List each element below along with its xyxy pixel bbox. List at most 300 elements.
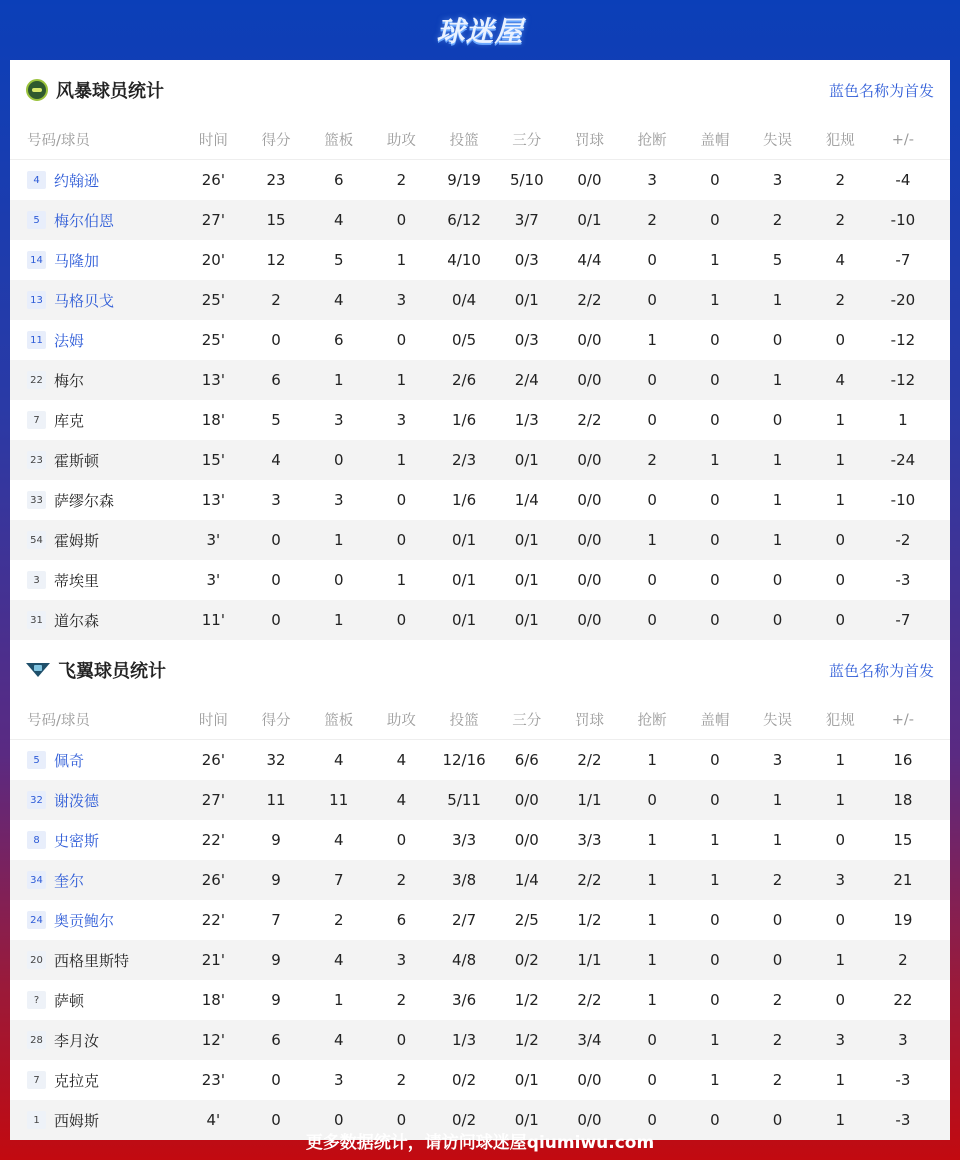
stat-cell: 0 [835, 911, 845, 929]
brand-logo: 球迷屋 [436, 15, 524, 48]
player-cell [10, 410, 182, 431]
stat-cell: 1 [772, 291, 783, 309]
player-row[interactable] [10, 360, 950, 400]
stat-cell: 0/3 [514, 331, 539, 349]
stat-cell: -24 [890, 451, 916, 469]
stat-cell: 0 [710, 331, 720, 349]
player-name[interactable]: 霍斯顿 [54, 451, 100, 470]
stat-cell: 0 [835, 611, 845, 629]
player-name[interactable]: 库克 [54, 411, 85, 430]
stat-cell: 0/0 [577, 331, 602, 349]
stat-cell: 2/3 [452, 451, 477, 469]
stat-cell: 11 [329, 791, 349, 809]
stat-cell: 13' [201, 491, 225, 509]
stat-cell: 3 [271, 491, 281, 509]
player-row[interactable] [10, 1020, 950, 1060]
stat-cell: 25' [201, 291, 225, 309]
stat-cell: 0 [647, 611, 657, 629]
team-sections [10, 60, 950, 1140]
jersey-number-badge: 1 [27, 1111, 46, 1129]
player-cell [10, 490, 182, 511]
stat-cell: 0 [835, 991, 845, 1009]
stat-cell: 2 [835, 171, 845, 189]
stat-cell: 1 [835, 1111, 845, 1129]
stat-cell: 2 [396, 171, 407, 189]
stat-cell: 1 [835, 791, 845, 809]
stat-cell: 0 [772, 1111, 783, 1129]
jersey-number-badge: 14 [27, 251, 46, 269]
stat-cell: -2 [895, 531, 911, 549]
stat-cell: 3' [206, 571, 221, 589]
stat-cell: -12 [890, 331, 916, 349]
stat-cell: 20' [201, 251, 225, 269]
stat-cell: 4 [333, 951, 344, 969]
stat-cell: 2 [772, 991, 783, 1009]
column-header: 失误 [763, 713, 793, 729]
stat-cell: -3 [895, 1071, 911, 1089]
stat-cell: 0 [271, 1111, 281, 1129]
player-name[interactable]: 马隆加 [54, 251, 100, 270]
stat-cell: 1 [333, 371, 344, 389]
stat-cell: 7 [271, 911, 281, 929]
stat-cell: 13' [201, 371, 225, 389]
team-title [26, 657, 166, 683]
stat-cell: 2 [647, 211, 657, 229]
stat-cell: 0/0 [577, 531, 602, 549]
jersey-number-badge: 5 [27, 751, 46, 769]
stat-cell: 1 [772, 491, 783, 509]
player-name[interactable]: 道尔森 [54, 611, 100, 630]
stat-cell: 0 [647, 411, 657, 429]
stat-cell: -4 [895, 171, 911, 189]
player-name[interactable]: 克拉克 [54, 1071, 100, 1090]
stat-cell: 0 [710, 911, 720, 929]
stat-cell: 0/1 [514, 1111, 539, 1129]
stat-cell: 27' [201, 211, 225, 229]
stat-cell: 6 [271, 371, 281, 389]
stat-cell: 2 [898, 951, 908, 969]
stat-cell: 18' [201, 991, 225, 1009]
player-cell [10, 950, 182, 971]
stat-cell: 12 [266, 251, 286, 269]
stat-cell: 4 [396, 751, 407, 769]
player-name[interactable]: 萨顿 [54, 991, 85, 1010]
stat-cell: 1 [647, 331, 657, 349]
player-cell [10, 750, 182, 771]
stat-cell: 0 [396, 211, 407, 229]
stat-cell: 3 [772, 751, 783, 769]
player-cell [10, 290, 182, 311]
stat-cell: 2 [396, 1071, 407, 1089]
stat-cell: 0 [647, 1111, 657, 1129]
stat-cell: 0 [333, 571, 344, 589]
stat-cell: 4 [333, 751, 344, 769]
player-row[interactable] [10, 240, 950, 280]
stat-cell: 0 [710, 571, 720, 589]
column-header: 犯规 [825, 713, 855, 729]
stat-cell: 1 [772, 791, 783, 809]
stat-cell: 0 [835, 331, 845, 349]
stat-cell: 4/8 [452, 951, 477, 969]
stat-cell: 9 [271, 831, 281, 849]
stat-cell: 12' [201, 1031, 225, 1049]
stat-cell: 21' [201, 951, 225, 969]
stat-cell: 2/2 [577, 411, 602, 429]
stat-cell: 4 [333, 831, 344, 849]
jersey-number-badge: 7 [27, 1071, 46, 1089]
player-name[interactable]: 萨缪尔森 [54, 491, 115, 510]
stat-cell: 1 [647, 871, 657, 889]
stat-cell: 0/1 [514, 1071, 539, 1089]
stat-cell: 0 [396, 331, 407, 349]
player-name[interactable]: 约翰逊 [54, 171, 100, 190]
stat-cell: 11 [266, 791, 286, 809]
footer-banner [0, 1120, 960, 1160]
stat-cell: 18' [201, 411, 225, 429]
player-name[interactable]: 梅尔 [54, 371, 85, 390]
column-header: 号码/球员 [27, 713, 90, 729]
stat-cell: 2/2 [577, 291, 602, 309]
stat-cell: 3 [396, 291, 407, 309]
stat-cell: 3 [333, 1071, 344, 1089]
player-row[interactable] [10, 860, 950, 900]
stat-cell: 6 [271, 1031, 281, 1049]
stat-cell: 15' [201, 451, 225, 469]
column-header: 篮板 [324, 133, 354, 149]
stat-cell: 0 [772, 411, 783, 429]
stat-cell: 0 [271, 331, 281, 349]
stat-cell: 0 [396, 1111, 407, 1129]
stat-cell: 5 [333, 251, 344, 269]
column-header: 抢断 [637, 133, 667, 149]
jersey-number-badge: 7 [27, 411, 46, 429]
stat-cell: 0/1 [514, 571, 539, 589]
player-name[interactable]: 马格贝戈 [54, 291, 115, 310]
player-cell [10, 210, 182, 231]
stat-cell: 0/0 [577, 571, 602, 589]
stat-cell: 4 [271, 451, 281, 469]
stat-cell: 0/0 [514, 831, 539, 849]
stat-cell: 0/0 [577, 371, 602, 389]
stat-cell: 0 [396, 611, 407, 629]
stat-cell: 1 [835, 951, 845, 969]
stat-cell: 0 [647, 1071, 657, 1089]
column-header: 抢断 [637, 713, 667, 729]
player-row[interactable] [10, 600, 950, 640]
stat-cell: 0 [772, 951, 783, 969]
stat-cell: 1 [772, 371, 783, 389]
player-row[interactable] [10, 160, 950, 200]
player-row[interactable] [10, 560, 950, 600]
stat-cell: -7 [895, 251, 911, 269]
stat-cell: 6/6 [514, 751, 539, 769]
stat-cell: 4 [396, 791, 407, 809]
player-name[interactable]: 奎尔 [54, 871, 85, 890]
team-stats-title: 飞翼球员统计 [58, 661, 166, 682]
stats-panel [10, 60, 950, 1130]
stat-cell: 26' [201, 871, 225, 889]
stat-cell: 0/1 [577, 211, 602, 229]
stat-cell: 0 [710, 211, 720, 229]
column-header: +/- [891, 131, 915, 148]
player-row[interactable] [10, 520, 950, 560]
player-row[interactable] [10, 320, 950, 360]
stat-cell: 5/11 [447, 791, 481, 809]
stat-cell: 0 [396, 831, 407, 849]
stat-cell: 0 [772, 331, 783, 349]
stat-cell: 22' [201, 911, 225, 929]
stat-cell: 0 [772, 911, 783, 929]
player-cell [10, 250, 182, 271]
stat-cell: 9 [271, 871, 281, 889]
stat-cell: 0/3 [514, 251, 539, 269]
stat-cell: 0 [647, 291, 657, 309]
stat-cell: 0/2 [452, 1111, 477, 1129]
stat-cell: 1/3 [452, 1031, 477, 1049]
stat-cell: 0 [647, 571, 657, 589]
player-row[interactable] [10, 820, 950, 860]
stat-cell: 0/1 [452, 531, 477, 549]
stat-cell: 1 [710, 451, 720, 469]
stat-cell: -10 [890, 491, 916, 509]
player-row[interactable] [10, 280, 950, 320]
stat-cell: 4 [333, 211, 344, 229]
column-header: 时间 [198, 713, 228, 729]
stat-cell: 0 [396, 1031, 407, 1049]
stat-cell: 0 [710, 371, 720, 389]
stat-cell: 1 [835, 1071, 845, 1089]
player-cell [10, 790, 182, 811]
column-header-row [10, 120, 950, 160]
stat-cell: 3/3 [577, 831, 602, 849]
section-header [10, 640, 950, 700]
column-header: 罚球 [574, 133, 604, 149]
player-row[interactable] [10, 440, 950, 480]
jersey-number-badge: 23 [27, 451, 46, 469]
stat-cell: 32 [266, 751, 286, 769]
stat-cell: 2 [772, 1031, 783, 1049]
stat-cell: 3 [898, 1031, 908, 1049]
stat-cell: 1 [647, 991, 657, 1009]
player-row[interactable] [10, 480, 950, 520]
stat-cell: 11' [201, 611, 225, 629]
stat-cell: 4 [835, 251, 845, 269]
stat-cell: 16 [893, 751, 913, 769]
player-cell [10, 530, 182, 551]
stat-cell: 27' [201, 791, 225, 809]
stat-cell: 0 [710, 1111, 720, 1129]
column-header: 得分 [261, 133, 291, 149]
player-name[interactable]: 西格里斯特 [54, 951, 130, 970]
stat-cell: 0 [647, 491, 657, 509]
stat-cell: 0 [710, 171, 720, 189]
stat-cell: 0/0 [577, 611, 602, 629]
stat-cell: -10 [890, 211, 916, 229]
stat-cell: 0 [647, 791, 657, 809]
jersey-number-badge: 24 [27, 911, 46, 929]
stat-cell: 15 [893, 831, 913, 849]
stat-cell: 1 [710, 1071, 720, 1089]
jersey-number-badge: 5 [27, 211, 46, 229]
stat-cell: 0/2 [514, 951, 539, 969]
stat-cell: 3/8 [452, 871, 477, 889]
player-row[interactable] [10, 400, 950, 440]
stat-cell: 2 [396, 871, 407, 889]
stat-cell: -12 [890, 371, 916, 389]
stat-cell: 0 [647, 371, 657, 389]
player-row[interactable] [10, 980, 950, 1020]
stat-cell: 1 [835, 491, 845, 509]
stat-cell: 2/4 [514, 371, 539, 389]
stat-cell: 2 [772, 1071, 783, 1089]
stat-cell: 2/2 [577, 751, 602, 769]
player-name[interactable]: 佩奇 [54, 751, 85, 770]
stat-cell: 23' [201, 1071, 225, 1089]
column-header: 投篮 [449, 133, 479, 149]
stat-cell: 0 [271, 571, 281, 589]
stat-cell: 3 [772, 171, 783, 189]
player-cell [10, 570, 182, 591]
stat-cell: 1 [710, 831, 720, 849]
player-row[interactable] [10, 200, 950, 240]
stat-cell: 0/0 [577, 451, 602, 469]
stat-cell: 6/12 [447, 211, 481, 229]
jersey-number-badge: 20 [27, 951, 46, 969]
player-name[interactable]: 梅尔伯恩 [54, 211, 115, 230]
stat-cell: 1 [710, 291, 720, 309]
stat-cell: 6 [396, 911, 407, 929]
player-cell [10, 870, 182, 891]
stat-cell: 1 [835, 751, 845, 769]
stat-cell: 1 [333, 611, 344, 629]
player-name[interactable]: 法姆 [54, 331, 85, 350]
stat-cell: 19 [893, 911, 913, 929]
stat-cell: 4/10 [447, 251, 481, 269]
player-row[interactable] [10, 1060, 950, 1100]
stat-cell: 1/2 [514, 1031, 539, 1049]
stat-cell: 5/10 [509, 171, 544, 189]
player-name[interactable]: 史密斯 [54, 831, 100, 850]
stat-cell: 15 [266, 211, 286, 229]
player-name[interactable]: 西姆斯 [54, 1111, 100, 1130]
stat-cell: 3/3 [452, 831, 477, 849]
stat-cell: 0 [271, 1071, 281, 1089]
stat-cell: 1 [333, 531, 344, 549]
stat-cell: 5 [772, 251, 783, 269]
team-section [10, 640, 950, 1140]
stat-cell: -20 [890, 291, 916, 309]
player-row[interactable] [10, 900, 950, 940]
stat-cell: 0/0 [514, 791, 539, 809]
wings-logo-icon [26, 661, 50, 679]
stat-cell: 4 [333, 1031, 344, 1049]
jersey-number-badge: 33 [27, 491, 46, 509]
stat-cell: 0/0 [577, 491, 602, 509]
stat-cell: 1/4 [514, 871, 539, 889]
stat-cell: 6 [333, 171, 344, 189]
stat-cell: 2 [772, 871, 783, 889]
stat-cell: 0/5 [452, 331, 477, 349]
stat-cell: 1 [647, 951, 657, 969]
stat-cell: 7 [333, 871, 344, 889]
jersey-number-badge: 34 [27, 871, 46, 889]
player-row[interactable] [10, 940, 950, 980]
stat-cell: 4 [333, 291, 344, 309]
player-name[interactable]: 奥贡鲍尔 [54, 911, 115, 930]
stat-cell: 21 [893, 871, 913, 889]
storm-logo-icon [26, 79, 48, 101]
player-row[interactable] [10, 740, 950, 780]
stat-cell: 1/2 [514, 991, 539, 1009]
stat-cell: 23 [266, 171, 286, 189]
stat-cell: 3 [835, 1031, 845, 1049]
jersey-number-badge: 11 [27, 331, 46, 349]
stat-cell: 0 [333, 1111, 344, 1129]
stat-cell: 1/2 [577, 911, 602, 929]
player-cell [10, 830, 182, 851]
stat-cell: 0 [396, 491, 407, 509]
column-header: 号码/球员 [27, 133, 90, 149]
stat-cell: 3 [396, 951, 407, 969]
starter-legend: 蓝色名称为首发 [828, 81, 934, 100]
player-cell [10, 1070, 182, 1091]
stat-cell: 0/1 [514, 531, 539, 549]
stat-cell: 3' [206, 531, 221, 549]
column-header: 犯规 [825, 133, 855, 149]
starter-legend: 蓝色名称为首发 [828, 661, 934, 680]
stat-cell: 0 [710, 611, 720, 629]
player-cell [10, 610, 182, 631]
player-cell [10, 910, 182, 931]
player-name[interactable]: 李月汝 [54, 1031, 100, 1050]
player-name[interactable]: 霍姆斯 [54, 531, 100, 550]
stat-cell: 2 [835, 211, 845, 229]
column-header-row [10, 700, 950, 740]
column-header: 篮板 [324, 713, 354, 729]
stat-cell: 18 [893, 791, 913, 809]
stat-cell: 6 [333, 331, 344, 349]
column-header: 时间 [198, 133, 228, 149]
stat-cell: 2/7 [452, 911, 477, 929]
section-header [10, 60, 950, 120]
player-cell [10, 170, 182, 191]
column-header: +/- [891, 711, 915, 728]
stat-cell: 1/6 [452, 491, 477, 509]
stat-cell: 25' [201, 331, 225, 349]
stat-cell: 9/19 [447, 171, 481, 189]
stat-cell: 1 [396, 251, 407, 269]
stat-cell: 0 [396, 531, 407, 549]
stat-cell: 2 [835, 291, 845, 309]
stat-cell: 9 [271, 951, 281, 969]
player-row[interactable] [10, 780, 950, 820]
column-header: 盖帽 [700, 713, 730, 729]
player-name[interactable]: 蒂埃里 [54, 571, 100, 590]
stat-cell: 3/4 [577, 1031, 602, 1049]
player-name[interactable]: 谢泼德 [54, 791, 100, 810]
stat-cell: 0 [710, 991, 720, 1009]
stat-cell: 26' [201, 171, 225, 189]
stat-cell: 1 [647, 751, 657, 769]
stat-cell: 1 [835, 411, 845, 429]
stat-cell: 1/1 [577, 951, 602, 969]
jersey-number-badge: ? [27, 991, 46, 1009]
column-header: 助攻 [386, 713, 416, 729]
stat-cell: 1 [898, 411, 908, 429]
stat-cell: 0 [772, 611, 783, 629]
player-cell [10, 990, 182, 1011]
stat-cell: 0/1 [514, 611, 539, 629]
